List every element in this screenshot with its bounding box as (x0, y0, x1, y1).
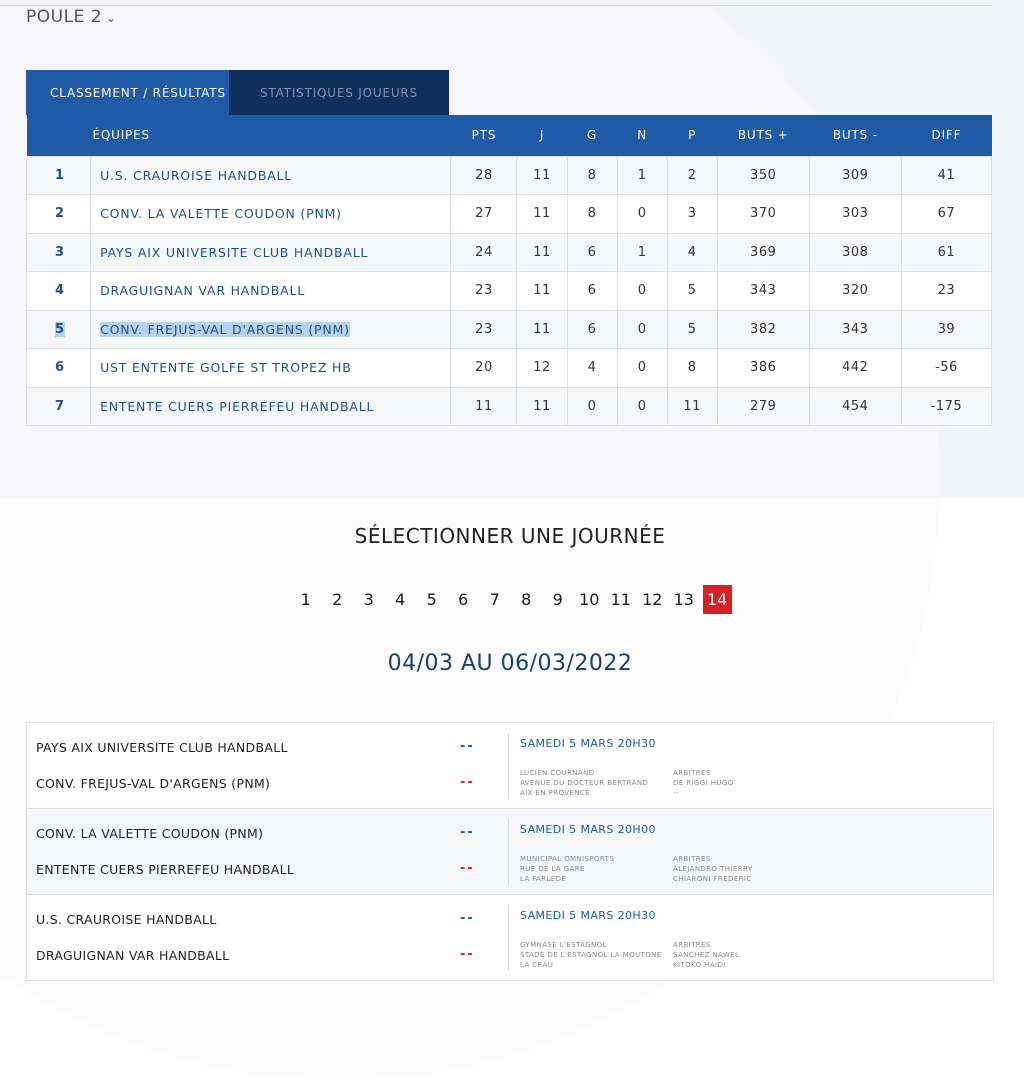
header-equipes: ÉQUIPES (92, 128, 150, 143)
rank-cell: 4 (27, 272, 91, 311)
header-buts-plus: BUTS + (737, 128, 789, 143)
rank-cell: 6 (27, 349, 91, 388)
journee-1[interactable]: 1 (300, 590, 311, 609)
match-venue (520, 940, 662, 970)
selected-team-text: CONV. FREJUS-VAL D'ARGENS (PNM) (100, 321, 350, 337)
buts-moins-cell: 303 (809, 195, 901, 234)
table-row (27, 387, 992, 426)
rank-cell (27, 310, 91, 349)
standings-table (26, 115, 992, 426)
buts-plus-cell: 370 (717, 195, 809, 234)
table-row (27, 233, 992, 272)
buts-moins-cell: 320 (809, 272, 901, 311)
away-score: -- (460, 947, 475, 962)
referee-2: KITOKO HAIDI (673, 961, 726, 969)
referee-1: SANCHEZ NAWEL (673, 951, 740, 959)
journee-13[interactable]: 13 (673, 590, 694, 609)
journee-12[interactable]: 12 (642, 590, 663, 609)
buts-plus-cell: 369 (717, 233, 809, 272)
buts-moins-cell: 343 (809, 310, 901, 349)
referee-1: ALEJANDRO THIERRY (673, 865, 753, 873)
g-cell: 6 (567, 272, 617, 311)
journee-7[interactable]: 7 (489, 590, 500, 609)
match-card[interactable] (27, 894, 993, 980)
pts-cell: 23 (451, 272, 517, 311)
pts-cell: 28 (451, 156, 517, 195)
diff-cell: -175 (901, 387, 991, 426)
j-cell: 11 (517, 233, 567, 272)
referees-label: ARBITRES (673, 941, 711, 949)
tab-statistiques-joueurs[interactable]: STATISTIQUES JOUEURS (229, 70, 449, 115)
header-j: J (539, 128, 545, 143)
match-date: SAMEDI 5 MARS 20H00 (520, 823, 656, 836)
table-row (27, 310, 992, 349)
n-cell: 0 (617, 387, 667, 426)
j-cell: 12 (517, 349, 567, 388)
diff-cell: 41 (901, 156, 991, 195)
match-referees (673, 854, 752, 884)
table-row (27, 272, 992, 311)
referee-1: DE RIGGI HUGO (673, 779, 734, 787)
selected-rank-text: 5 (55, 321, 65, 337)
chevron-down-icon: ⌄ (106, 11, 117, 25)
header-g: G (587, 128, 598, 143)
diff-cell: -56 (901, 349, 991, 388)
venue-street: RUE DE LA GARE (520, 865, 585, 873)
match-venue (520, 854, 614, 884)
j-cell: 11 (517, 387, 567, 426)
home-team[interactable]: CONV. LA VALETTE COUDON (PNM) (36, 826, 264, 841)
journee-pagination (290, 585, 732, 614)
table-header (27, 115, 992, 156)
team-link[interactable]: DRAGUIGNAN VAR HANDBALL (91, 272, 451, 311)
buts-plus-cell: 382 (717, 310, 809, 349)
j-cell: 11 (517, 195, 567, 234)
match-date: SAMEDI 5 MARS 20H30 (520, 737, 656, 750)
buts-moins-cell: 308 (809, 233, 901, 272)
header-diff: DIFF (931, 128, 962, 143)
header-p: P (688, 128, 697, 143)
journee-8[interactable]: 8 (521, 590, 532, 609)
buts-plus-cell: 350 (717, 156, 809, 195)
diff-cell: 61 (901, 233, 991, 272)
home-score: -- (460, 739, 475, 754)
match-venue (520, 768, 648, 798)
venue-city: LA FARLEDE (520, 875, 567, 883)
tab-bar (26, 70, 449, 115)
venue-street: STADE DE L'ESTAGNOL LA MOUTONE (520, 951, 662, 959)
buts-plus-cell: 279 (717, 387, 809, 426)
p-cell: 5 (667, 272, 717, 311)
p-cell: 8 (667, 349, 717, 388)
venue-city: LA CRAU (520, 961, 554, 969)
pts-cell: 20 (451, 349, 517, 388)
header-pts: PTS (471, 128, 497, 143)
rank-cell: 2 (27, 195, 91, 234)
journee-5[interactable]: 5 (426, 590, 437, 609)
poule-selector[interactable] (26, 7, 117, 27)
g-cell: 0 (567, 387, 617, 426)
pts-cell: 23 (451, 310, 517, 349)
home-score: -- (460, 825, 475, 840)
n-cell: 0 (617, 310, 667, 349)
header-buts-moins: BUTS - (832, 128, 878, 143)
team-link[interactable]: UST ENTENTE GOLFE ST TROPEZ HB (91, 349, 451, 388)
referee-2: -- (673, 789, 679, 797)
table-row (27, 195, 992, 234)
g-cell: 4 (567, 349, 617, 388)
venue-name: GYMNASE L'ESTAGNOL (520, 941, 607, 949)
team-link[interactable]: CONV. LA VALETTE COUDON (PNM) (91, 195, 451, 234)
pts-cell: 24 (451, 233, 517, 272)
away-score: -- (460, 861, 475, 876)
referees-label: ARBITRES (673, 855, 711, 863)
team-link[interactable]: PAYS AIX UNIVERSITE CLUB HANDBALL (91, 233, 451, 272)
referee-2: CHIARONI FREDERIC (673, 875, 752, 883)
journee-14-active[interactable]: 14 (703, 585, 732, 614)
home-score: -- (460, 911, 475, 926)
away-team[interactable]: ENTENTE CUERS PIERREFEU HANDBALL (36, 862, 295, 877)
diff-cell: 39 (901, 310, 991, 349)
p-cell: 4 (667, 233, 717, 272)
n-cell: 0 (617, 195, 667, 234)
journee-4[interactable]: 4 (395, 590, 406, 609)
n-cell: 0 (617, 349, 667, 388)
match-referees (673, 768, 734, 798)
match-divider (508, 733, 509, 799)
venue-street: AVENUE DU DOCTEUR BERTRAND (520, 779, 649, 787)
g-cell: 6 (567, 233, 617, 272)
table-row (27, 156, 992, 195)
diff-cell: 23 (901, 272, 991, 311)
journee-6[interactable]: 6 (458, 590, 469, 609)
buts-plus-cell: 343 (717, 272, 809, 311)
poule-label: POULE 2 (26, 7, 103, 27)
rank-cell: 7 (27, 387, 91, 426)
referees-label: ARBITRES (673, 769, 711, 777)
header-n: N (637, 128, 647, 143)
match-divider (508, 905, 509, 971)
journee-date-range: 04/03 AU 06/03/2022 (387, 651, 633, 676)
match-card[interactable] (27, 808, 993, 894)
match-card[interactable] (27, 723, 993, 808)
n-cell: 1 (617, 233, 667, 272)
tab-classement-resultats[interactable]: CLASSEMENT / RÉSULTATS (26, 70, 229, 115)
top-divider (0, 5, 992, 6)
away-score: -- (460, 775, 475, 790)
buts-plus-cell: 386 (717, 349, 809, 388)
matches-list (26, 722, 994, 981)
j-cell: 11 (517, 156, 567, 195)
rank-cell: 3 (27, 233, 91, 272)
journee-selector-title: SÉLECTIONNER UNE JOURNÉE (354, 524, 666, 548)
venue-city: AIX EN PROVENCE (520, 789, 590, 797)
p-cell: 3 (667, 195, 717, 234)
away-team[interactable]: DRAGUIGNAN VAR HANDBALL (36, 948, 230, 963)
n-cell: 0 (617, 272, 667, 311)
buts-moins-cell: 442 (809, 349, 901, 388)
g-cell: 8 (567, 156, 617, 195)
buts-moins-cell: 454 (809, 387, 901, 426)
j-cell: 11 (517, 310, 567, 349)
journee-10[interactable]: 10 (579, 590, 600, 609)
j-cell: 11 (517, 272, 567, 311)
g-cell: 6 (567, 310, 617, 349)
p-cell: 2 (667, 156, 717, 195)
journee-3[interactable]: 3 (363, 590, 374, 609)
journee-11[interactable]: 11 (610, 590, 631, 609)
pts-cell: 11 (451, 387, 517, 426)
team-link[interactable]: U.S. CRAUROISE HANDBALL (91, 156, 451, 195)
team-link[interactable] (91, 310, 451, 349)
journee-9[interactable]: 9 (552, 590, 563, 609)
n-cell: 1 (617, 156, 667, 195)
p-cell: 11 (667, 387, 717, 426)
home-team[interactable]: U.S. CRAUROISE HANDBALL (36, 912, 217, 927)
buts-moins-cell: 309 (809, 156, 901, 195)
match-referees (673, 940, 739, 970)
away-team[interactable]: CONV. FREJUS-VAL D'ARGENS (PNM) (36, 776, 271, 791)
team-link[interactable]: ENTENTE CUERS PIERREFEU HANDBALL (91, 387, 451, 426)
journee-2[interactable]: 2 (332, 590, 343, 609)
home-team[interactable]: PAYS AIX UNIVERSITE CLUB HANDBALL (36, 740, 288, 755)
rank-cell: 1 (27, 156, 91, 195)
match-divider (508, 819, 509, 885)
venue-name: MUNICIPAL OMNISPORTS (520, 855, 615, 863)
diff-cell: 67 (901, 195, 991, 234)
match-date: SAMEDI 5 MARS 20H30 (520, 909, 656, 922)
venue-name: LUCIEN COURNAND (520, 769, 595, 777)
p-cell: 5 (667, 310, 717, 349)
pts-cell: 27 (451, 195, 517, 234)
table-row (27, 349, 992, 388)
g-cell: 8 (567, 195, 617, 234)
